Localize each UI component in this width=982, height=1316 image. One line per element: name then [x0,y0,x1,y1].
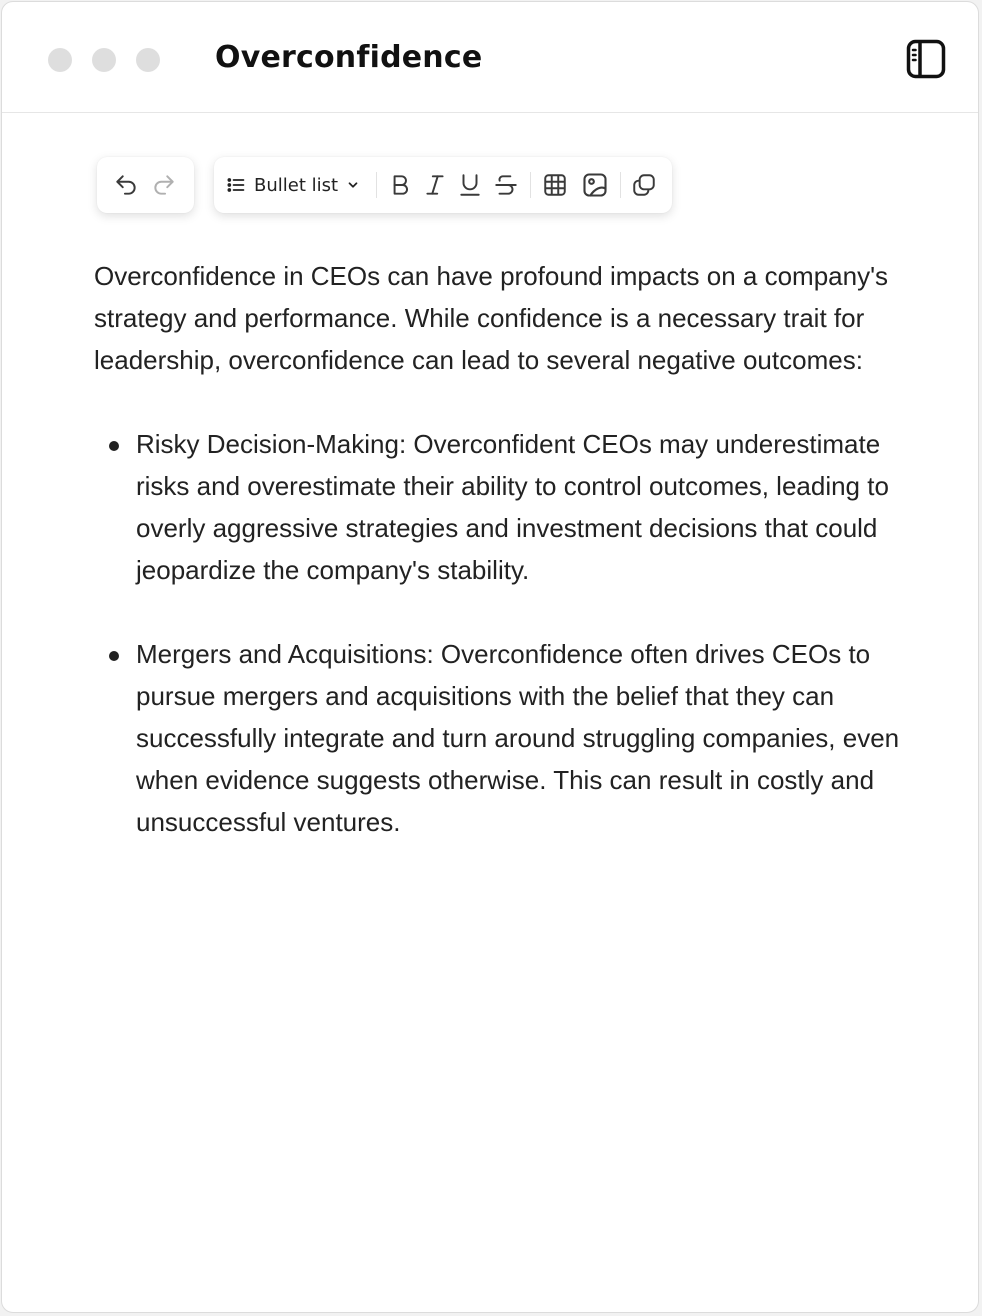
list-icon [226,175,246,195]
image-icon [581,171,609,199]
list-item-text: Risky Decision-Making: Overconfident CEOs may underestimate risks and overestimate their ability to control outcomes, leading to overly aggressive strategies and investment decisions that could jeopardize the company's stability. [136,429,889,585]
sidebar-toggle-button[interactable] [906,39,946,79]
list-item [136,633,914,843]
bold-icon [387,172,413,198]
editor-window [1,1,979,1313]
insert-table-button[interactable] [539,169,571,201]
intro-paragraph: Overconfidence in CEOs can have profound impacts on a company's strategy and performance. While confidence is a necessary trait for leadership, overconfidence can lead to several negative outcomes: [94,261,889,375]
document-title: Overconfidence [215,40,483,75]
underline-icon [457,172,483,198]
title-bar [2,2,978,113]
block-type-select[interactable] [226,169,360,201]
undo-button[interactable] [110,169,142,201]
italic-icon [422,172,448,198]
duplicate-button[interactable] [628,169,660,201]
strikethrough-icon [493,172,519,198]
zoom-window-button[interactable] [136,48,160,72]
format-toolbar [214,157,672,213]
close-window-button[interactable] [48,48,72,72]
list-item-text: Mergers and Acquisitions: Overconfidence often drives CEOs to pursue mergers and acquisitions with the belief that they can successfully integrate and turn around struggling companies, even when evidence suggests otherwise. This can result in costly and unsuccessful ventures. [136,639,900,837]
toolbar-divider [620,172,621,198]
document-body[interactable] [94,255,914,885]
redo-icon [151,172,177,198]
bullet-dot [109,441,119,451]
redo-button[interactable] [148,169,180,201]
underline-button[interactable] [454,169,486,201]
insert-image-button[interactable] [579,169,611,201]
bullet-list [94,423,914,843]
undo-icon [113,172,139,198]
chevron-down-icon [346,178,360,192]
history-toolbar [97,157,194,213]
block-type-label: Bullet list [254,174,339,196]
duplicate-icon [631,172,657,198]
toolbar-divider [376,172,377,198]
italic-button[interactable] [419,169,451,201]
strikethrough-button[interactable] [490,169,522,201]
bold-button[interactable] [384,169,416,201]
bullet-dot [109,651,119,661]
toolbar-divider [530,172,531,198]
minimize-window-button[interactable] [92,48,116,72]
table-icon [542,172,568,198]
sidebar-icon [906,39,946,79]
list-item [136,423,914,591]
